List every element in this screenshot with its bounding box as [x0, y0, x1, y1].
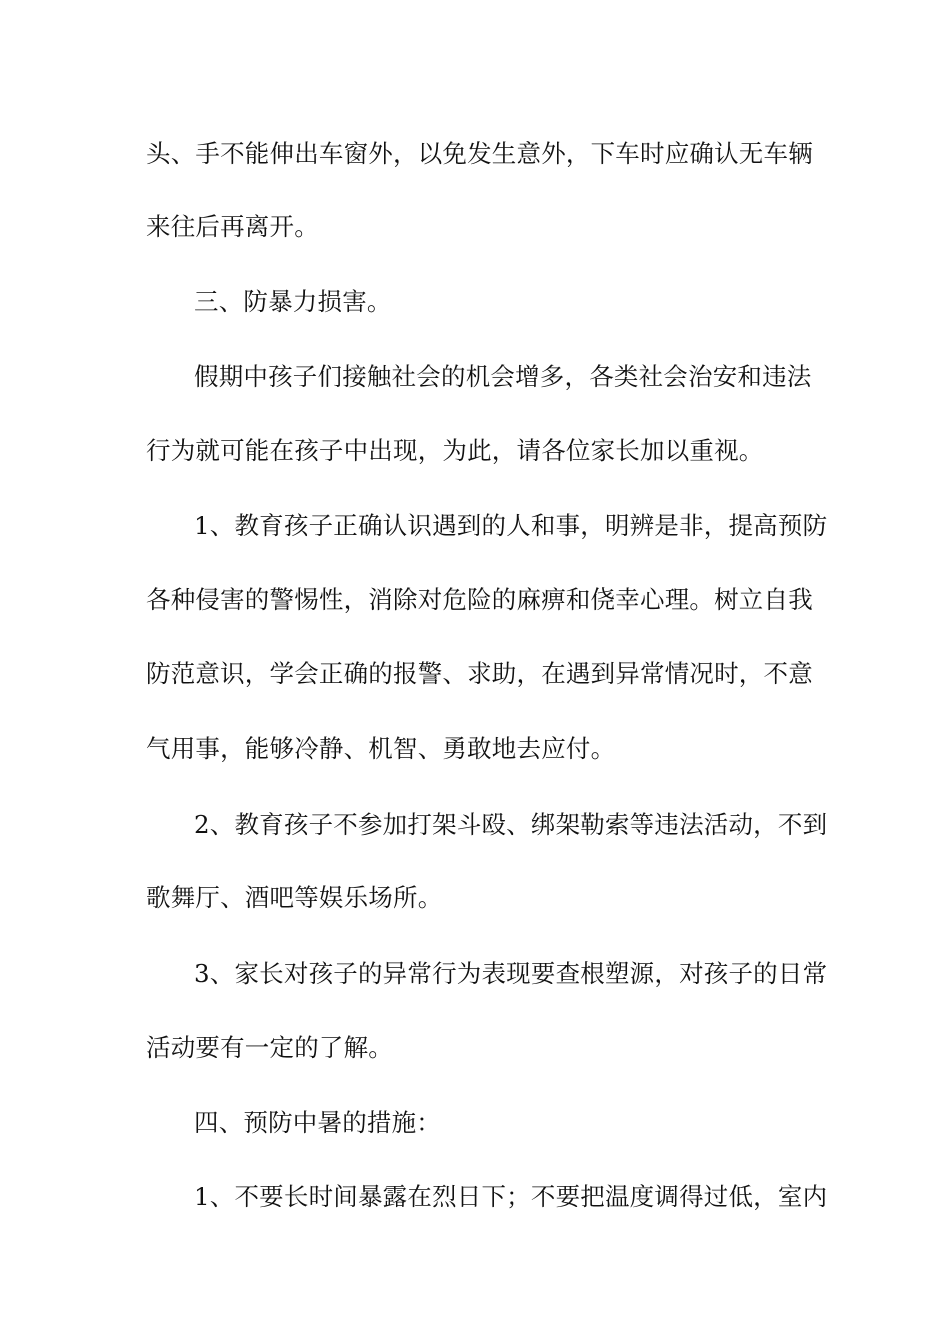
list-item: 1、教育孩子正确认识遇到的人和事，明辨是非，提高预防: [194, 511, 828, 540]
text-line: 假期中孩子们接触社会的机会增多，各类社会治安和违法: [194, 362, 812, 391]
text-line: 气用事，能够冷静、机智、勇敢地去应付。: [146, 734, 616, 763]
list-item: 2、教育孩子不参加打架斗殴、绑架勒索等违法活动，不到: [194, 810, 828, 839]
text-line: 头、手不能伸出车窗外，以免发生意外，下车时应确认无车辆: [146, 139, 813, 168]
list-item: 1、不要长时间暴露在烈日下；不要把温度调得过低，室内: [194, 1182, 828, 1211]
text-line: 行为就可能在孩子中出现，为此，请各位家长加以重视。: [146, 436, 764, 465]
text-line: 活动要有一定的了解。: [146, 1033, 393, 1062]
text-line: 各种侵害的警惕性，消除对危险的麻痹和侥幸心理。树立自我: [146, 585, 813, 614]
text-line: 来往后再离开。: [146, 212, 319, 241]
section-heading: 三、防暴力损害。: [194, 287, 392, 316]
text-line: 歌舞厅、酒吧等娱乐场所。: [146, 883, 443, 912]
section-heading: 四、预防中暑的措施：: [194, 1108, 441, 1137]
text-line: 防范意识，学会正确的报警、求助，在遇到异常情况时，不意: [146, 659, 813, 688]
list-item: 3、家长对孩子的异常行为表现要查根塑源，对孩子的日常: [194, 959, 828, 988]
